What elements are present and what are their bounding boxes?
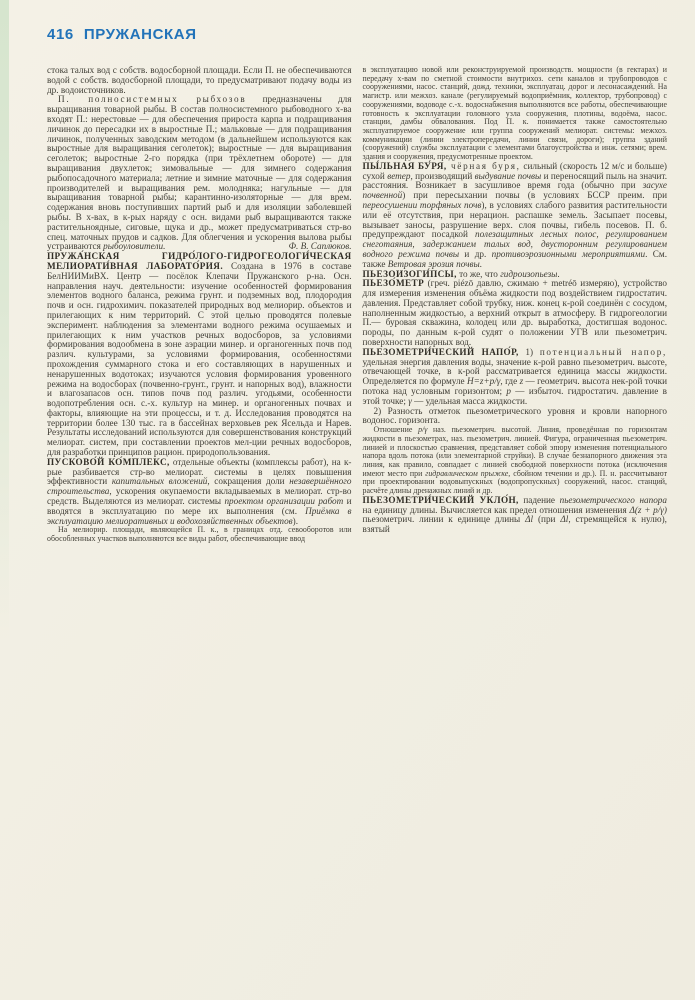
text-segment: На мелиорир. площади, являющейся П. к., в границах отд. севооборотов или обособленных участков выполняются все виды работ, обеспечивающие ввод: [47, 525, 352, 544]
text-segment: Δ(z + p/γ): [629, 504, 667, 515]
text-segment: потенциальный напор,: [539, 346, 668, 357]
text-segment: засухе почвенной: [362, 180, 667, 201]
text-segment: — удельная масса жидкости.: [411, 395, 528, 406]
text-segment: выдувание почвы: [474, 170, 542, 181]
text-segment: Δl: [525, 514, 534, 525]
text-segment: H=z+p/γ: [467, 376, 501, 387]
text-segment: предназначены для выращивания товарной рыбы. В состав полносистемного рыбоводного х-ва входят П.: нерестовые — для обеспечения прироста карпа и подращивания личинок до пересадки их в выростные П.; мальковые — для подращивания личинок, полученных заводским методом (в дальнейшем используются как выростные для выращивания сеголеток); выростные — для выращивания сеголеток; выростные 2-го порядка (при трёхлетнем обороте) — для выращивания двухлеток; зимовальные — для зимнего содержания рыбопосадочного материала; летние и зимние маточные — для содержания производителей и выращивания рем. молодняка; нагульные — для выращивания товарной рыбы; карантинно-изоляторные — для врем. содержания вновь поступивших партий рыб и для изоляции заболевшей рыбы. В х-вах, в к-рых наряду с осн. видами рыб выращиваются также растительноядные, сиговые, щука и др., может предусматриваться стр-во спец. маточных прудов и садков. Для облегчения и ускорения вылова рыбы устраиваются: [47, 94, 352, 252]
continuation-paragraph-ponds: [47, 66, 352, 95]
text-segment: проектом организации работ: [224, 496, 344, 507]
text-segment: Отношение: [373, 425, 419, 435]
text-columns: [47, 66, 667, 1000]
article-headword: ПУСКОВО́Й КО́МПЛЕКС,: [47, 456, 170, 467]
petit-note-puskovoy-continued: [363, 66, 668, 162]
article-headword: ПЬЕЗО́МЕТР: [362, 278, 425, 289]
text-segment: Создана в 1976 в составе БелНИИМиВХ. Центр — посёлок Клепачи Пружанского р-на. Осн. направления науч. деятельности: изучение особенностей формирования элементов водного баланса, режима грунт. и подземных вод, плодородия почв и осн. гидрохимич. показателей природных вод мелиорир. объектов и прилегающих к ним территорий. С этой целью проводятся полевые эксперимент. наблюдения за элементами водного режима осушаемых и прилегающих к ним участков речных водосборов, за условиями формирования водообмена в зоне аэрации минер. и органогенных почв под различ. культурами, за условиями формирования, особенностями прохождения суммарного стока и его составляющих в нарушенных и ненарушенных водотоках; изучаются условия формирования уровенного режима на водосборах (почвенно-грунт., грунт. и напорных вод), влажности и влагозапасов осн. типов почв под различ. угодьями, особенности водопотребления осн. с.-х. культур на минер. и органогенных почвах и факторы, влияющие на эти процессы, и т. д. Исследования проводятся на территории более 130 тыс. га в бассейнах верховьев рек Ясельда и Нарев. Результаты исследований используются для совершенствования конструкций мелиорат. систем, при составлении проектов мел-ции речных водосборов, для разработки принципов рацион. природопользования.: [47, 260, 352, 458]
article-headword: ПЬЕЗОМЕТРИ́ЧЕСКИЙ УКЛО́Н,: [362, 494, 519, 505]
text-segment: гидроизопьезы: [500, 268, 558, 279]
text-segment: незавершённого строительства: [47, 476, 352, 497]
column-left: [47, 66, 352, 1000]
text-segment: (при: [533, 514, 561, 525]
text-segment: чёрная буря,: [446, 160, 521, 171]
text-segment: падение: [518, 494, 560, 505]
text-segment: 2) Разность отметок пьезометрического уровня и кровли напорного водонос. горизонта.: [362, 405, 667, 426]
text-segment: . См. также: [362, 248, 668, 269]
text-segment: p/γ: [418, 425, 428, 435]
text-segment: ) при пересыхании почвы (в условиях БССР преим. при: [402, 190, 667, 201]
text-segment: переосушении торфяных почв: [362, 199, 482, 210]
text-segment: рыбоуловители.: [103, 241, 166, 252]
running-header: [47, 26, 197, 43]
article-headword: ПЬЕЗОМЕТРИ́ЧЕСКИЙ НАПО́Р,: [362, 346, 519, 357]
text-segment: — геометрич. высота нек-рой точки потока над условным горизонтом;: [362, 376, 668, 397]
text-segment: , производящий: [410, 170, 475, 181]
text-segment: в эксплуатацию новой или реконструируемой производств. мощности (в гектарах) и передачу х-вам по сметной стоимости внутрихоз. сети каналов и трубопроводов с сооружениями, насос. станций, дожд. техники, эксплуатац. дорог и лесонасаждений. На магистр. или межхоз. канале (регулируемый водоприёмник, коллектор, трубопровод) с сооружениями, водоводе с.-х. водоснабжения выполняются все работы, обеспечивающие готовность к эксплуатации головного узла сооружения, плотины, водоёма, насос. станции, дамбы обвалования. Под П. к. понимается также самостоятельно эксплуатируемое сооружение или группа сооружений мелиорат. системы: межхоз. коммуникации (линии электропередачи, линии связи, дороги); группа зданий (сооружений) службы эксплуатации с элементами благоустройства и инж. сетями; врем. здания и сооружения, предусмотренные проектом.: [362, 65, 667, 162]
article-headword: ПЫ́ЛЬНАЯ БУ́РЯ,: [362, 160, 447, 171]
text-segment: Приёмка в эксплуатацию мелиоративных и водохозяйственных объектов: [47, 505, 352, 526]
text-segment: и др.: [459, 248, 492, 259]
text-segment: наз. пьезометрич. высотой. Линия, проведённая по горизонтам жидкости в пьезометрах, наз. пьезометрич. линией. Фигура, ограниченная пьезометрич. линией и плоскостью сравнения, представляет собой эпюру изменения потенциального напора вдоль потока (или элементарной струйки). В случае безнапорного движения эта линия, как правило, совпадает с линией свободной поверхности потока (исключения имеют место при: [362, 425, 667, 478]
text-segment: удельная энергия давления воды, значение к-рой равно пьезометрич. высоте, отвечающей точке, в к-рой рассматривается единица массы жидкости. Определяется по формуле: [362, 356, 667, 387]
text-segment: Ф. В. Саплюков.: [288, 241, 352, 252]
text-segment: то же, что: [456, 268, 501, 279]
text-segment: и переносящий пыль на значит. расстояния. Возникает в засушливое время года (обычно при: [362, 170, 667, 191]
petit-note-puskovoy-start: [47, 526, 352, 543]
text-segment: и вводятся в эксплуатацию по мере их выполнения (см.: [47, 496, 352, 516]
text-segment: ).: [292, 515, 299, 526]
text-segment: γ: [408, 395, 412, 406]
text-segment: , сокращения доли: [207, 476, 290, 487]
column-right: [363, 66, 668, 1000]
text-segment: стока талых вод с собств. водосборной площади. Если П. не обеспечиваются водой с собств. водосборной площади, то предусматривают подачу воды из др. водоисточников.: [47, 65, 352, 95]
text-segment: , стремящейся к нулю), взятый: [362, 514, 667, 535]
text-segment: пьезометрич. линии к единице длины: [362, 514, 526, 525]
text-segment: .: [557, 268, 560, 279]
text-segment: ветер: [387, 170, 411, 181]
article-pyezometricheskiy-uklon: [363, 496, 668, 535]
text-segment: , где: [500, 376, 520, 387]
text-segment: сильный (скорость 12 м/с и больше) сухой: [362, 160, 667, 181]
text-segment: p: [506, 386, 511, 397]
page-number: 416: [47, 26, 74, 43]
text-segment: на единицу длины. Вычисляется как предел отношения изменения: [362, 504, 630, 515]
article-headword: ПЬЕЗОИЗОГИ́ПСЫ,: [362, 268, 457, 279]
text-segment: гидравлическом прыжке: [425, 468, 509, 478]
text-segment: 1): [518, 346, 540, 357]
paragraph-fish-farm-ponds: [47, 95, 352, 252]
petit-note-napor: [363, 426, 668, 496]
text-segment: капитальных вложений: [111, 476, 208, 487]
running-title: ПРУЖАНСКАЯ: [83, 26, 197, 43]
text-segment: ), в условиях слабого развития растительности или её отсутствия, при нерацион. распашке земель. Засыпает посевы, вызывает заносы, разрушение верх. слоя почвы, гибель посевов. П. б. предупреждают посадкой: [362, 199, 668, 240]
text-segment: .: [479, 258, 482, 269]
article-headword: ПРУЖА́НСКАЯ ГИДРО́ЛОГО-ГИДРОГЕОЛОГИ́ЧЕСКАЯ МЕЛИОРАТИ́ВНАЯ ЛАБОРАТО́РИЯ.: [47, 251, 352, 271]
article-pyezometr: [363, 279, 668, 348]
article-pruzhanskaya-laboratoriya: [47, 252, 352, 458]
text-segment: полезащитных лесных полос, регулированием снеготаяния, задержанием талых вод, двусторонним регулированием водного режима почвы: [362, 229, 668, 259]
napor-item-2: [363, 407, 668, 427]
article-puskovoy-kompleks: [47, 458, 352, 527]
text-segment: пьезометрического напора: [559, 494, 667, 505]
text-segment: противоэрозионными мероприятиями: [491, 248, 646, 259]
article-pylnaya-burya: [363, 162, 668, 270]
text-segment: z: [519, 376, 524, 387]
text-segment: П. полносистемных рыбхозов: [58, 94, 247, 105]
text-segment: , сбойном течении и др.). П. н. рассчитывают при проектировании водовыпускных (водопропускных) сооружений, насос. станций, расчёте длины дренажных линий и др.: [362, 468, 668, 496]
text-segment: Ветровая эрозия почвы: [387, 258, 480, 269]
text-segment: , ускорения окупаемости вкладываемых в мелиорат. стр-во средств. Выделяются из мелиорат. системы: [47, 486, 352, 507]
text-segment: Δl: [560, 514, 569, 525]
text-segment: (греч. piézō давлю, сжимаю + metréō измеряю), устройство для измерения изменения объёма жидкости под воздействием гидростатич. давления. Представляет собой трубку, ниж. конец к-рой соединён с сосудом, наполненным жидкостью, а верхний открыт в атмосферу. В гидрогеологии П.— буровая скважина, колодец или др. выработка, достигшая водонос. породы, по данным к-рой судят о положении УГВ или пьезометрич. поверхности напорных вод.: [362, 278, 667, 348]
text-segment: — избыточ. гидростатич. давление в этой точке;: [362, 386, 667, 406]
page-edge-tint: [0, 0, 9, 640]
article-pyezometricheskiy-napor: [363, 348, 668, 407]
text-segment: отдельные объекты (комплексы работ), на к-рые разбивается стр-во мелиорат. системы в целях повышения эффективности: [47, 456, 352, 487]
